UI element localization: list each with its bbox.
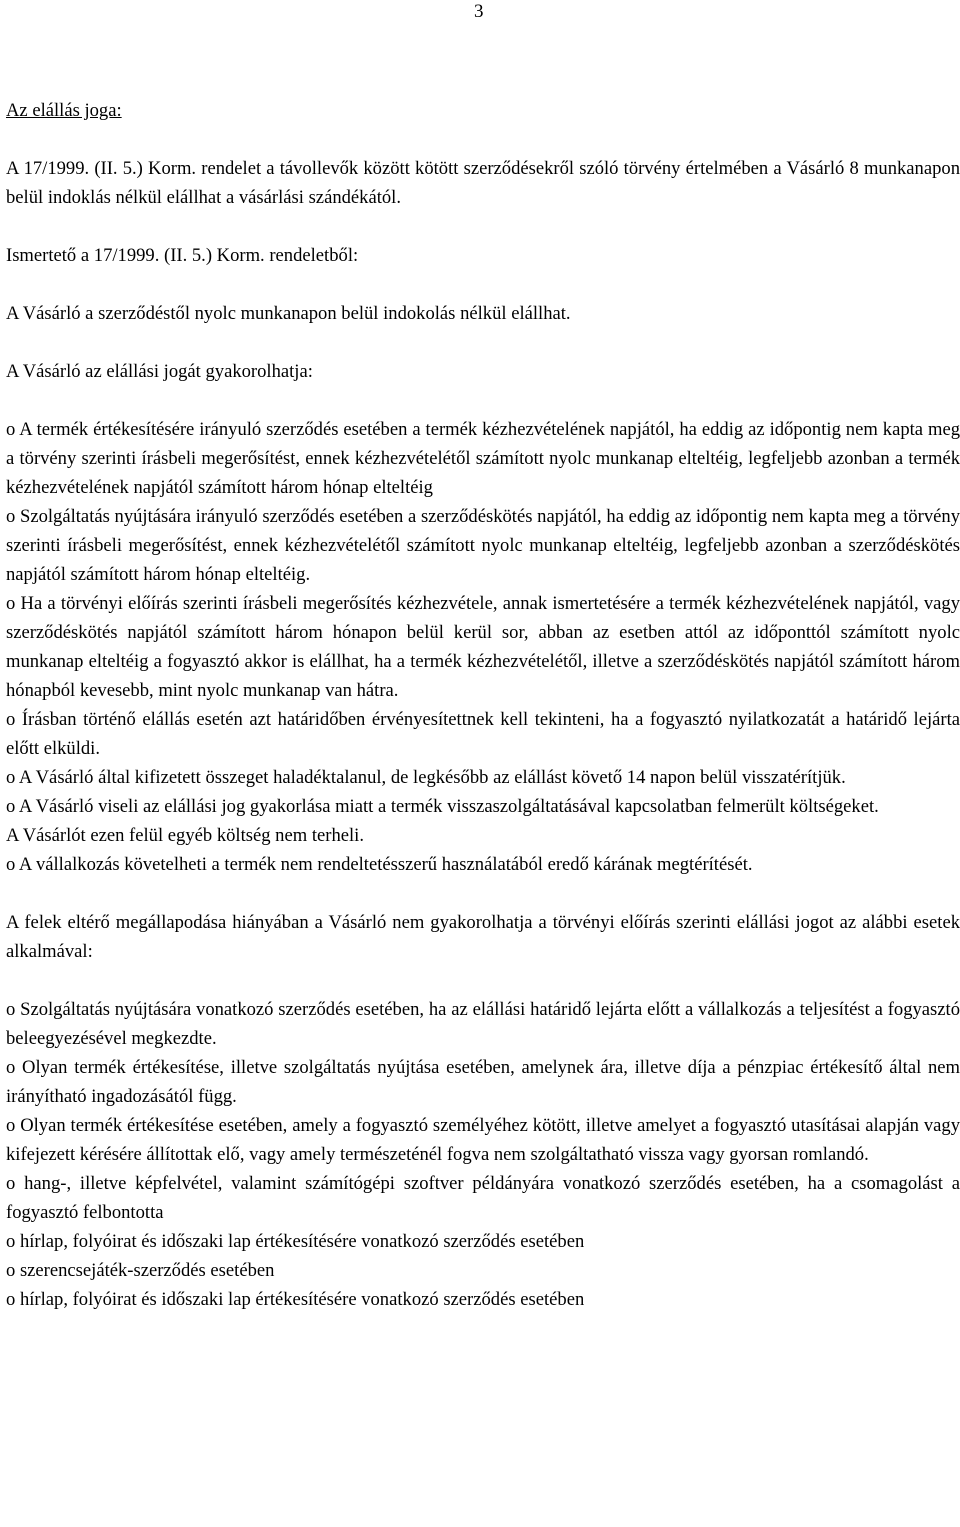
list-item: o Írásban történő elállás esetén azt határidőben érvényesítettnek kell tekinteni, ha a fogyasztó nyilatkozatát a határidő lejárta előtt elküldi. xyxy=(6,709,960,759)
list-item: o Ha a törvényi előírás szerinti írásbeli megerősítés kézhezvétele, annak ismertetésére a termék kézhezvételének napjától, vagy szerződéskötés napjától számított három hónapon belül kerül sor, abban az esetben attól az időponttól számított nyolc munkanap elteltéig a fogyasztó akkor is elállhat, ha a termék kézhezvételétől, illetve a szerződéskötés napjától számított három hónapból kevesebb, mint nyolc munkanap van hátra. xyxy=(6,593,960,701)
exercise-list xyxy=(6,415,960,879)
source-line: Ismertető a 17/1999. (II. 5.) Korm. rendeletből: xyxy=(6,245,359,266)
list-item: o hírlap, folyóirat és időszaki lap értékesítésére vonatkozó szerződés esetében xyxy=(6,1289,585,1310)
page-number: 3 xyxy=(474,1,484,22)
section-heading: Az elállás joga: xyxy=(6,100,122,121)
list-item: o hang-, illetve képfelvétel, valamint számítógépi szoftver példányára vonatkozó szerződés esetében, ha a csomagolást a fogyasztó felbontotta xyxy=(6,1173,960,1223)
list-item: o Szolgáltatás nyújtására vonatkozó szerződés esetében, ha az elállási határidő lejárta előtt a vállalkozás a teljesítést a fogyasztó beleegyezésével megkezdte. xyxy=(6,999,960,1049)
exercise-intro: A Vásárló az elállási jogát gyakorolhatja: xyxy=(6,361,313,382)
list-item: A Vásárlót ezen felül egyéb költség nem terheli. xyxy=(6,825,364,846)
list-item: o Olyan termék értékesítése, illetve szolgáltatás nyújtása esetében, amelynek ára, illetve díja a pénzpiac értékesítő által nem irányítható ingadozásától függ. xyxy=(6,1057,960,1107)
list-item: o Szolgáltatás nyújtására irányuló szerződés esetében a szerződéskötés napjától, ha eddig az időpontig nem kapta meg a törvény szerinti írásbeli megerősítést, ennek kézhezvételétől számított nyolc munkanap elteltéig, legfeljebb azonban a szerződéskötés napjától számított három hónap elteltéig. xyxy=(6,506,960,585)
list-item: o A vállalkozás követelheti a termék nem rendeltetésszerű használatából eredő kárának megtérítését. xyxy=(6,854,753,875)
statement-paragraph: A Vásárló a szerződéstől nyolc munkanapon belül indokolás nélkül elállhat. xyxy=(6,303,571,324)
list-item: o hírlap, folyóirat és időszaki lap értékesítésére vonatkozó szerződés esetében xyxy=(6,1231,585,1252)
list-item: o A Vásárló által kifizetett összeget haladéktalanul, de legkésőbb az elállást követő 14 napon belül visszatérítjük. xyxy=(6,767,846,788)
list-item: o szerencsejáték-szerződés esetében xyxy=(6,1260,275,1281)
exception-intro: A felek eltérő megállapodása hiányában a Vásárló nem gyakorolhatja a törvényi előírás szerinti elállási jogot az alábbi esetek alkalmával: xyxy=(6,912,960,962)
intro-paragraph: A 17/1999. (II. 5.) Korm. rendelet a távollevők között kötött szerződésekről szóló törvény értelmében a Vásárló 8 munkanapon belül indoklás nélkül elállhat a vásárlási szándékától. xyxy=(6,158,960,208)
list-item: o A termék értékesítésére irányuló szerződés esetében a termék kézhezvételének napjától, ha eddig az időpontig nem kapta meg a törvény szerinti írásbeli megerősítést, ennek kézhezvételétől számított nyolc munkanap elteltéig, legfeljebb azonban a termék kézhezvételének napjától számított három hónap elteltéig xyxy=(6,419,960,498)
list-item: o A Vásárló viseli az elállási jog gyakorlása miatt a termék visszaszolgáltatásával kapcsolatban felmerült költségeket. xyxy=(6,796,879,817)
document-body xyxy=(6,96,960,1314)
exception-list xyxy=(6,995,960,1314)
list-item: o Olyan termék értékesítése esetében, amely a fogyasztó személyéhez kötött, illetve amelyet a fogyasztó utasításai alapján vagy kifejezett kérésére állítottak elő, vagy amely természeténél fogva nem szolgáltatható vissza vagy gyorsan romlandó. xyxy=(6,1115,960,1165)
